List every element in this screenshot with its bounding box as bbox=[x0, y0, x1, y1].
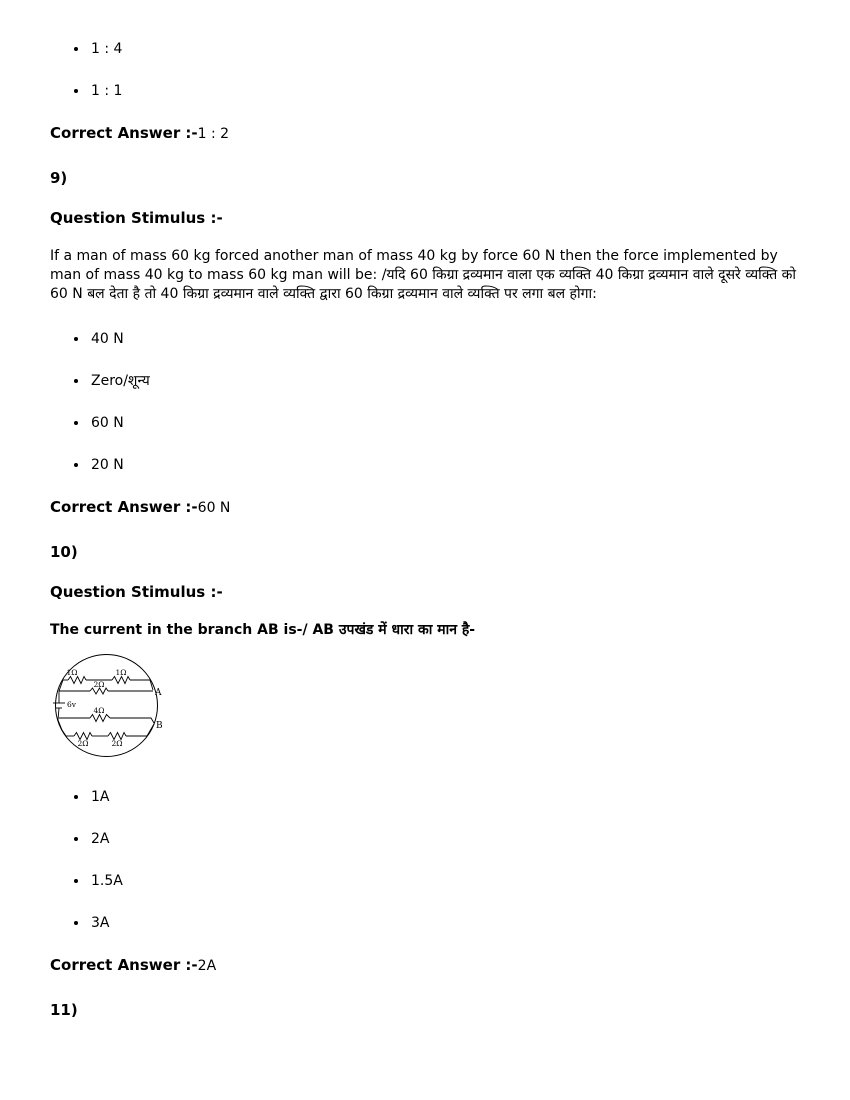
question-number: 11) bbox=[50, 1001, 78, 1019]
question-stimulus-label: Question Stimulus :- bbox=[50, 583, 223, 601]
option-item: • 2A bbox=[89, 830, 798, 848]
question-10-section bbox=[50, 543, 798, 975]
circuit-diagram-svg bbox=[52, 650, 170, 762]
correct-answer-line bbox=[50, 956, 798, 975]
question-number: 10) bbox=[50, 543, 78, 561]
option-item: • 1A bbox=[89, 788, 798, 806]
node-b-label: B bbox=[156, 721, 163, 731]
correct-answer-label: Correct Answer :- bbox=[50, 956, 198, 974]
resistor-label: 2Ω bbox=[93, 680, 105, 689]
correct-answer-value: 1 : 2 bbox=[197, 126, 230, 142]
correct-answer-value: 60 N bbox=[197, 500, 231, 516]
question-8-options bbox=[50, 40, 798, 100]
correct-answer-line bbox=[50, 124, 798, 143]
question-number: 9) bbox=[50, 169, 68, 187]
correct-answer-line bbox=[50, 498, 798, 517]
option-item: • 1 : 4 bbox=[89, 40, 798, 58]
option-item: • 40 N bbox=[89, 330, 798, 348]
option-item: • 20 N bbox=[89, 456, 798, 474]
option-item: • 1 : 1 bbox=[89, 82, 798, 100]
resistor-label: 1Ω bbox=[66, 668, 78, 677]
question-9-options bbox=[50, 330, 798, 474]
battery-label: 6v bbox=[67, 700, 77, 709]
question-text: If a man of mass 60 kg forced another man of mass 40 kg by force 60 N then the force implemented by man of mass 40 kg to mass 60 kg man will be: /यदि 60 किग्रा द्रव्यमान वाला एक व्यक्ति 40 किग्रा द्रव्यमान वाले दूसरे व्यक्ति को 60 N बल देता है तो 40 किग्रा द्रव्यमान वाले व्यक्ति द्वारा 60 किग्रा द्रव्यमान वाले व्यक्ति पर लगा बल होगा: bbox=[50, 248, 797, 302]
question-11-section bbox=[50, 1001, 798, 1019]
option-item: • 1.5A bbox=[89, 872, 798, 890]
question-stimulus-label: Question Stimulus :- bbox=[50, 209, 223, 227]
circuit-figure bbox=[52, 650, 798, 762]
question-text: The current in the branch AB is-/ AB उपखंड में धारा का मान है- bbox=[50, 622, 476, 638]
question-9-section bbox=[50, 169, 798, 517]
resistor-label: 2Ω bbox=[77, 739, 89, 748]
option-item: • 60 N bbox=[89, 414, 798, 432]
correct-answer-label: Correct Answer :- bbox=[50, 124, 198, 142]
question-8-section bbox=[50, 40, 798, 143]
question-10-options bbox=[50, 788, 798, 932]
option-item: • 3A bbox=[89, 914, 798, 932]
resistor-label: 2Ω bbox=[111, 739, 123, 748]
resistor-label: 4Ω bbox=[93, 706, 105, 715]
correct-answer-label: Correct Answer :- bbox=[50, 498, 198, 516]
resistor-label: 1Ω bbox=[115, 668, 127, 677]
node-a-label: A bbox=[155, 688, 162, 698]
correct-answer-value: 2A bbox=[197, 958, 217, 974]
option-item: • Zero/शून्य bbox=[89, 372, 798, 390]
